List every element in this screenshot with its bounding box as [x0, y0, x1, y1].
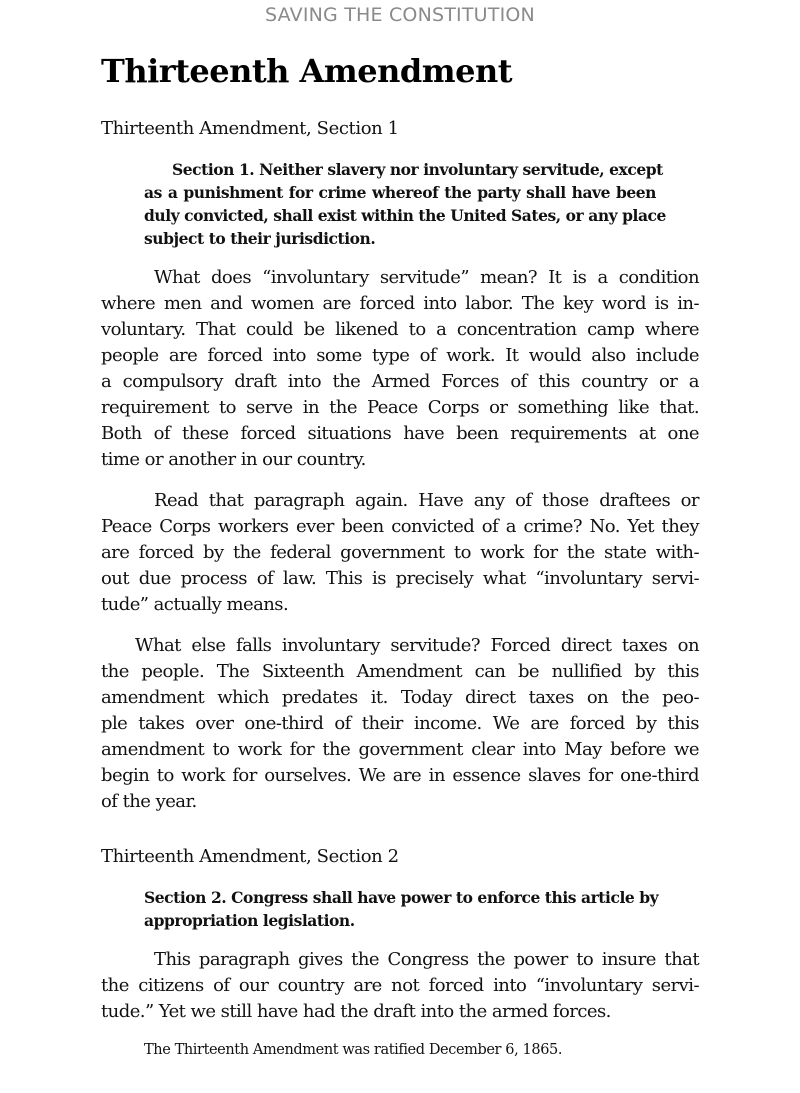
para-line: the citizens of our country are not forced into “involuntary servi- — [101, 975, 699, 996]
quote-line: Section 1. Neither slavery nor involuntary servitude, except — [172, 160, 663, 179]
running-head: SAVING THE CONSTITUTION — [265, 4, 535, 26]
para-line: where men and women are forced into labor. The key word is in- — [101, 293, 699, 314]
para-line: This paragraph gives the Congress the power to insure that — [154, 949, 699, 970]
para-line: begin to work for ourselves. We are in essence slaves for one-third — [101, 765, 699, 786]
quote-line: appropriation legislation. — [144, 911, 355, 930]
para-line: out due process of law. This is precisely what “involuntary servi- — [101, 568, 699, 589]
section-1-quote — [144, 158, 666, 250]
para-line: voluntary. That could be likened to a concentration camp where — [101, 319, 699, 340]
para-line: time or another in our country. — [101, 449, 366, 470]
quote-line: as a punishment for crime whereof the party shall have been — [144, 183, 656, 202]
quote-line: duly convicted, shall exist within the United Sates, or any place — [144, 206, 666, 225]
para-line: the people. The Sixteenth Amendment can be nullified by this — [101, 661, 699, 682]
paragraph-4 — [101, 947, 699, 1025]
para-line: of the year. — [101, 791, 197, 812]
para-line: are forced by the federal government to work for the state with- — [101, 542, 699, 563]
para-line: a compulsory draft into the Armed Forces of this country or a — [101, 371, 699, 392]
para-line: people are forced into some type of work. It would also include — [101, 345, 699, 366]
para-line: tude” actually means. — [101, 594, 289, 615]
paragraph-2 — [101, 488, 699, 618]
para-line: tude.” Yet we still have had the draft into the armed forces. — [101, 1001, 611, 1022]
section-1-heading: Thirteenth Amendment, Section 1 — [101, 118, 399, 139]
para-line: What else falls involuntary servitude? Forced direct taxes on — [135, 635, 699, 656]
para-line: What does “involuntary servitude” mean? It is a condition — [154, 267, 699, 288]
para-line: amendment to work for the government clear into May before we — [101, 739, 699, 760]
para-line: ple takes over one-third of their income. We are forced by this — [101, 713, 699, 734]
section-2-quote — [144, 886, 659, 932]
para-line: amendment which predates it. Today direct taxes on the peo- — [101, 687, 699, 708]
paragraph-3 — [101, 633, 699, 815]
quote-line: subject to their jurisdiction. — [144, 229, 376, 248]
para-line: Both of these forced situations have been requirements at one — [101, 423, 699, 444]
para-line: Peace Corps workers ever been convicted of a crime? No. Yet they — [101, 516, 699, 537]
page-title: Thirteenth Amendment — [101, 52, 512, 90]
para-line: Read that paragraph again. Have any of those draftees or — [154, 490, 699, 511]
paragraph-1 — [101, 265, 699, 473]
para-line: requirement to serve in the Peace Corps or something like that. — [101, 397, 699, 418]
quote-line: Section 2. Congress shall have power to enforce this article by — [144, 888, 659, 907]
ratification-note: The Thirteenth Amendment was ratified December 6, 1865. — [144, 1042, 563, 1058]
section-2-heading: Thirteenth Amendment, Section 2 — [101, 846, 399, 867]
